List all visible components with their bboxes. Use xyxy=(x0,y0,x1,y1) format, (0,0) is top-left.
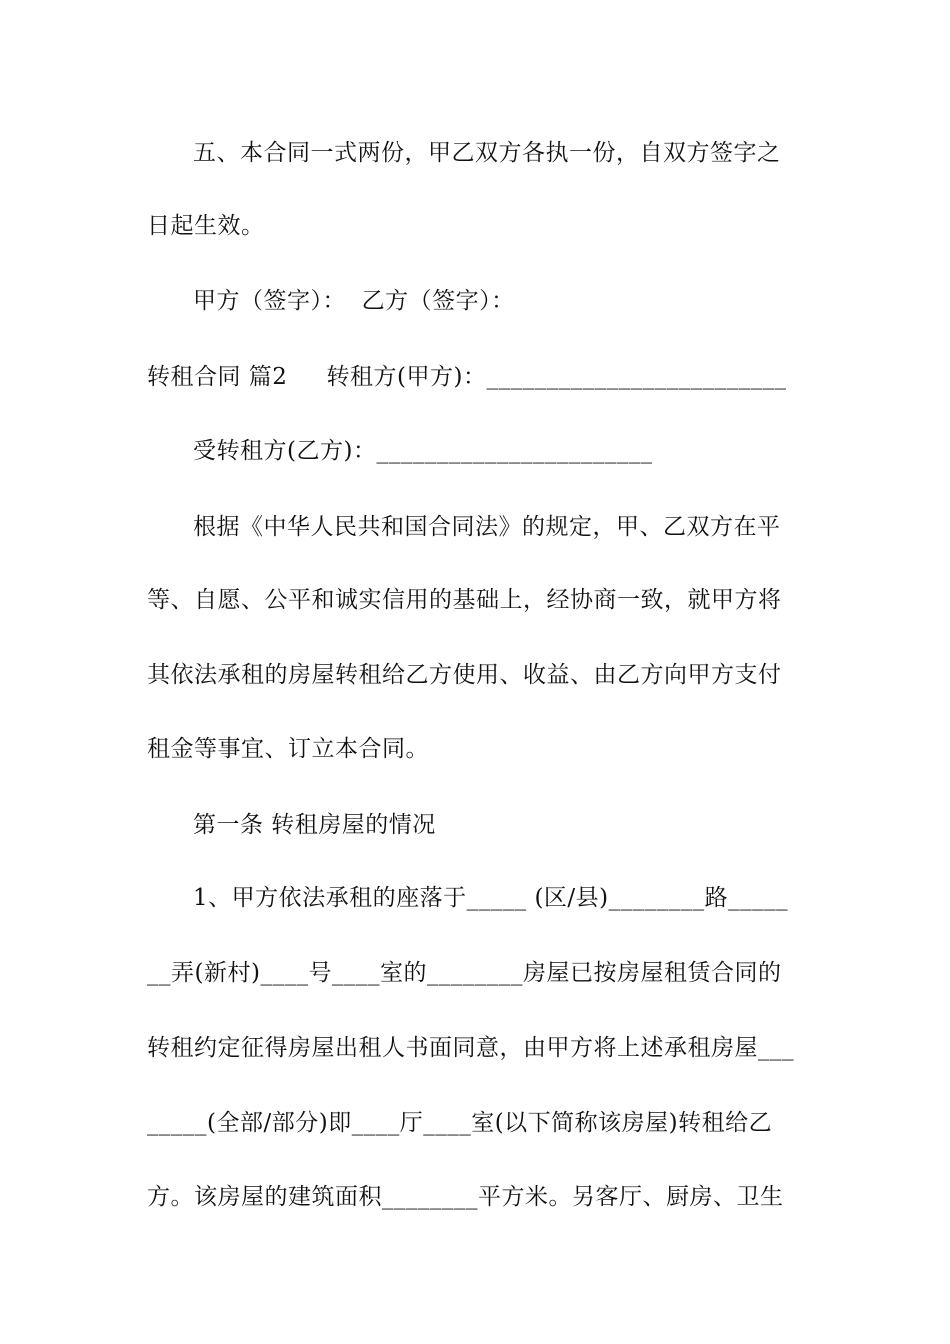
article-one-line-3: 转租约定征得房屋出租人书面同意，由甲方将上述承租房屋___ xyxy=(147,1035,794,1061)
preamble-line-1: 根据《中华人民共和国合同法》的规定，甲、乙双方在平 xyxy=(193,514,781,540)
preamble-line-2: 等、自愿、公平和诚实信用的基础上，经协商一致，就甲方将 xyxy=(147,587,782,613)
article-one-line-1: 1、甲方依法承租的座落于_____ (区/县)________路_____ xyxy=(193,885,789,911)
preamble-line-4: 租金等事宜、订立本合同。 xyxy=(147,736,429,762)
clause-five-line-1: 五、本合同一式两份，甲乙双方各执一份，自双方签字之 xyxy=(193,140,781,166)
sublessee-line: 受转租方(乙方)：_______________________ xyxy=(193,438,653,464)
article-one-line-4: _____(全部/部分)即____厅____室(以下简称该房屋)转租给乙 xyxy=(147,1110,773,1136)
article-one-heading: 第一条 转租房屋的情况 xyxy=(193,812,436,838)
clause-five-line-2: 日起生效。 xyxy=(147,213,265,239)
preamble-line-3: 其依法承租的房屋转租给乙方使用、收益、由乙方向甲方支付 xyxy=(147,662,782,688)
signature-line: 甲方（签字）： 乙方（签字）： xyxy=(193,288,515,314)
contract-heading-sublessor: 转租合同 篇2 转租方(甲方)：_________________________ xyxy=(147,364,787,390)
article-one-line-2: __弄(新村)____号____室的________房屋已按房屋租赁合同的 xyxy=(147,960,782,986)
article-one-line-5: 方。该房屋的建筑面积________平方米。另客厅、厨房、卫生 xyxy=(147,1184,784,1210)
